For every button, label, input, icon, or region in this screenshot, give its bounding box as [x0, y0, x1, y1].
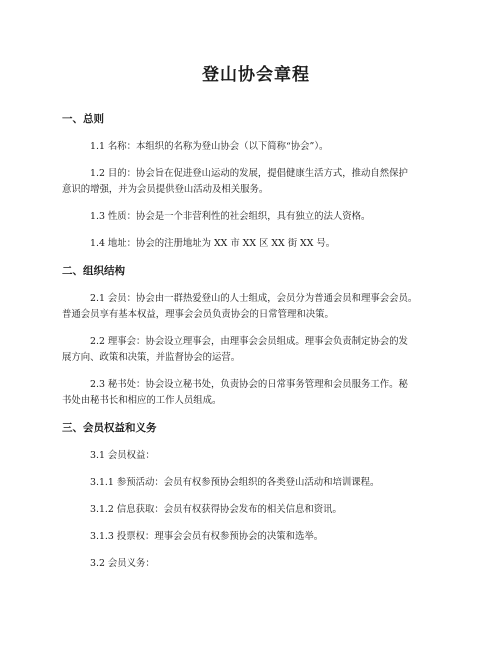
section-heading: 二、组织结构: [62, 265, 125, 277]
paragraph-line: 3.1 会员权益：: [90, 450, 155, 461]
paragraph-line: 2.1 会员：协会由一群热爱登山的人士组成，会员分为普通会员和理事会会员。: [90, 293, 418, 304]
paragraph-voting: [62, 529, 450, 545]
paragraph-line: 1.2 目的：协会旨在促进登山运动的发展，提倡健康生活方式，推动自然保护: [90, 168, 408, 179]
paragraph-council: [62, 334, 450, 366]
section-general: [62, 111, 450, 252]
paragraph-purpose: [62, 166, 450, 198]
document-title: 登山协会章程: [202, 65, 310, 85]
paragraph-rights: [62, 448, 450, 464]
paragraph-line: 1.1 名称：本组织的名称为登山协会（以下简称“协会”）。: [90, 141, 329, 152]
paragraph-line: 普通会员享有基本权益，理事会会员负责协会的日常管理和决策。: [62, 309, 334, 320]
paragraph-line: 3.1.3 投票权：理事会会员有权参预协会的决策和选举。: [90, 531, 324, 542]
paragraph-line: 1.3 性质：协会是一个非营利性的社会组织，具有独立的法人资格。: [90, 211, 371, 222]
section-heading: 一、总则: [62, 113, 104, 125]
paragraph-line: 2.2 理事会：协会设立理事会，由理事会会员组成。理事会负责制定协会的发: [90, 336, 408, 347]
paragraph-line: 2.3 秘书处：协会设立秘书处，负责协会的日常事务管理和会员服务工作。秘: [90, 379, 408, 390]
paragraph-duties: [62, 556, 450, 572]
paragraph-line: 1.4 地址：协会的注册地址为 XX 市 XX 区 XX 街 XX 号。: [90, 238, 336, 249]
paragraph-nature: [62, 209, 450, 225]
paragraph-address: [62, 236, 450, 252]
paragraph-line: 展方向、政策和决策，并监督协会的运营。: [62, 352, 241, 363]
paragraph-line: 3.1.1 参预活动：会员有权参预协会组织的各类登山活动和培训课程。: [90, 477, 380, 488]
paragraph-secretariat: [62, 377, 450, 409]
section-organization: [62, 263, 450, 409]
paragraph-information: [62, 502, 450, 518]
section-rights-duties: [62, 420, 450, 572]
paragraph-activities: [62, 475, 450, 491]
paragraph-line: 书处由秘书长和相应的工作人员组成。: [62, 395, 222, 406]
paragraph-line: 3.2 会员义务：: [90, 558, 155, 569]
paragraph-line: 意识的增强，并为会员提供登山活动及相关服务。: [62, 184, 269, 195]
paragraph-name: [62, 139, 450, 155]
paragraph-members: [62, 291, 450, 323]
paragraph-line: 3.1.2 信息获取：会员有权获得协会发布的相关信息和资讯。: [90, 504, 342, 515]
section-heading: 三、会员权益和义务: [62, 422, 157, 434]
